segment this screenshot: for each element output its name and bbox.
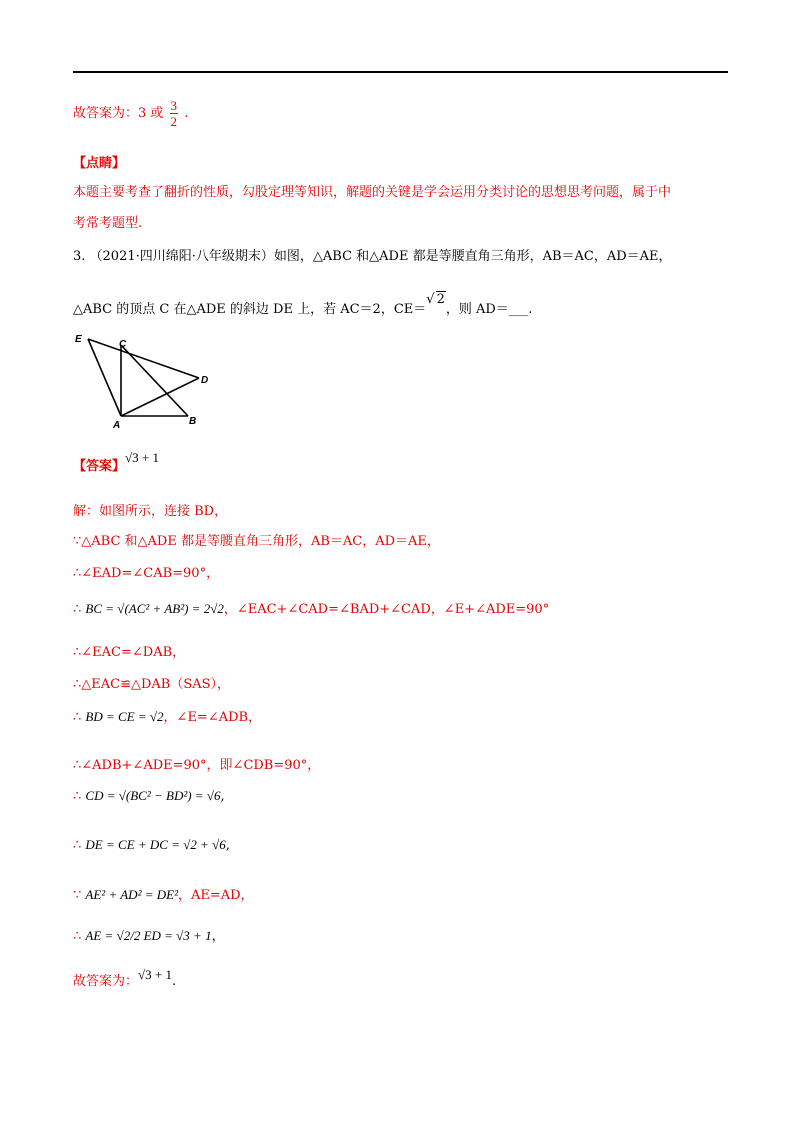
label-B: B bbox=[189, 416, 197, 427]
solution-line-9: ∴ CD = √(BC² − BD²) = √6, bbox=[73, 788, 225, 804]
solution-line-8: ∴∠ADB+∠ADE=90°，即∠CDB=90°， bbox=[73, 758, 321, 773]
solution-line-3: ∴∠EAD=∠CAB=90°， bbox=[73, 566, 220, 581]
label-D: D bbox=[201, 375, 209, 386]
solution-line-2: ∵△ABC 和△ADE 都是等腰直角三角形，AB＝AC，AD＝AE， bbox=[73, 534, 440, 549]
solution-line-1: 解：如图所示，连接 BD， bbox=[73, 504, 228, 519]
triangle-figure bbox=[73, 330, 233, 435]
segment-AD bbox=[121, 378, 199, 416]
dianjing-text-1: 本题主要考查了翻折的性质，勾股定理等知识，解题的关键是学会运用分类讨论的思想思考问题，属于中 bbox=[73, 185, 672, 200]
solution-line-10: ∴ DE = CE + DC = √2 + √6, bbox=[73, 837, 230, 853]
solution-line-6: ∴△EAC≌△DAB（SAS）， bbox=[73, 677, 231, 692]
segment-CB bbox=[121, 345, 188, 416]
answer-line-1: 故答案为：3 或 $\frac{3}{2}$ . bbox=[73, 98, 189, 129]
dianjing-label: 【点睛】 bbox=[73, 156, 126, 171]
segment-ED bbox=[88, 339, 199, 378]
segment-EA bbox=[88, 339, 121, 416]
solution-line-7: ∴ BD = CE = √2，∠E=∠ADB， bbox=[73, 709, 262, 725]
solution-line-5: ∴∠EAC=∠DAB， bbox=[73, 645, 186, 660]
question-3-line-2: △ABC 的顶点 C 在△ADE 的斜边 DE 上，若 AC＝2，CE＝√ 2，则 AD＝___. bbox=[73, 292, 533, 317]
header-rule bbox=[73, 71, 728, 73]
solution-line-4: ∴ BC = √(AC² + AB²) = 2√2，∠EAC+∠CAD=∠BAD+∠CAD，∠E+∠ADE=90° bbox=[73, 601, 550, 617]
fraction-3-over-2: $\frac{3}{2}$ bbox=[170, 98, 178, 129]
label-A: A bbox=[113, 420, 121, 431]
question-3-line-1: 3. （2021·四川绵阳·八年级期末）如图，△ABC 和△ADE 都是等腰直角三角形，AB＝AC，AD＝AE， bbox=[73, 249, 672, 264]
solution-line-11: ∵ AE² + AD² = DE²，AE=AD， bbox=[73, 887, 254, 903]
label-C: C bbox=[119, 339, 127, 350]
dianjing-text-2: 考常考题型. bbox=[73, 216, 143, 231]
solution-line-12: ∴ AE = √2/2 ED = √3 + 1， bbox=[73, 928, 225, 944]
label-E: E bbox=[75, 334, 82, 345]
answer-row: 【答案】√3 + 1 bbox=[73, 450, 159, 474]
final-answer-line: 故答案为：√3 + 1. bbox=[73, 967, 177, 989]
